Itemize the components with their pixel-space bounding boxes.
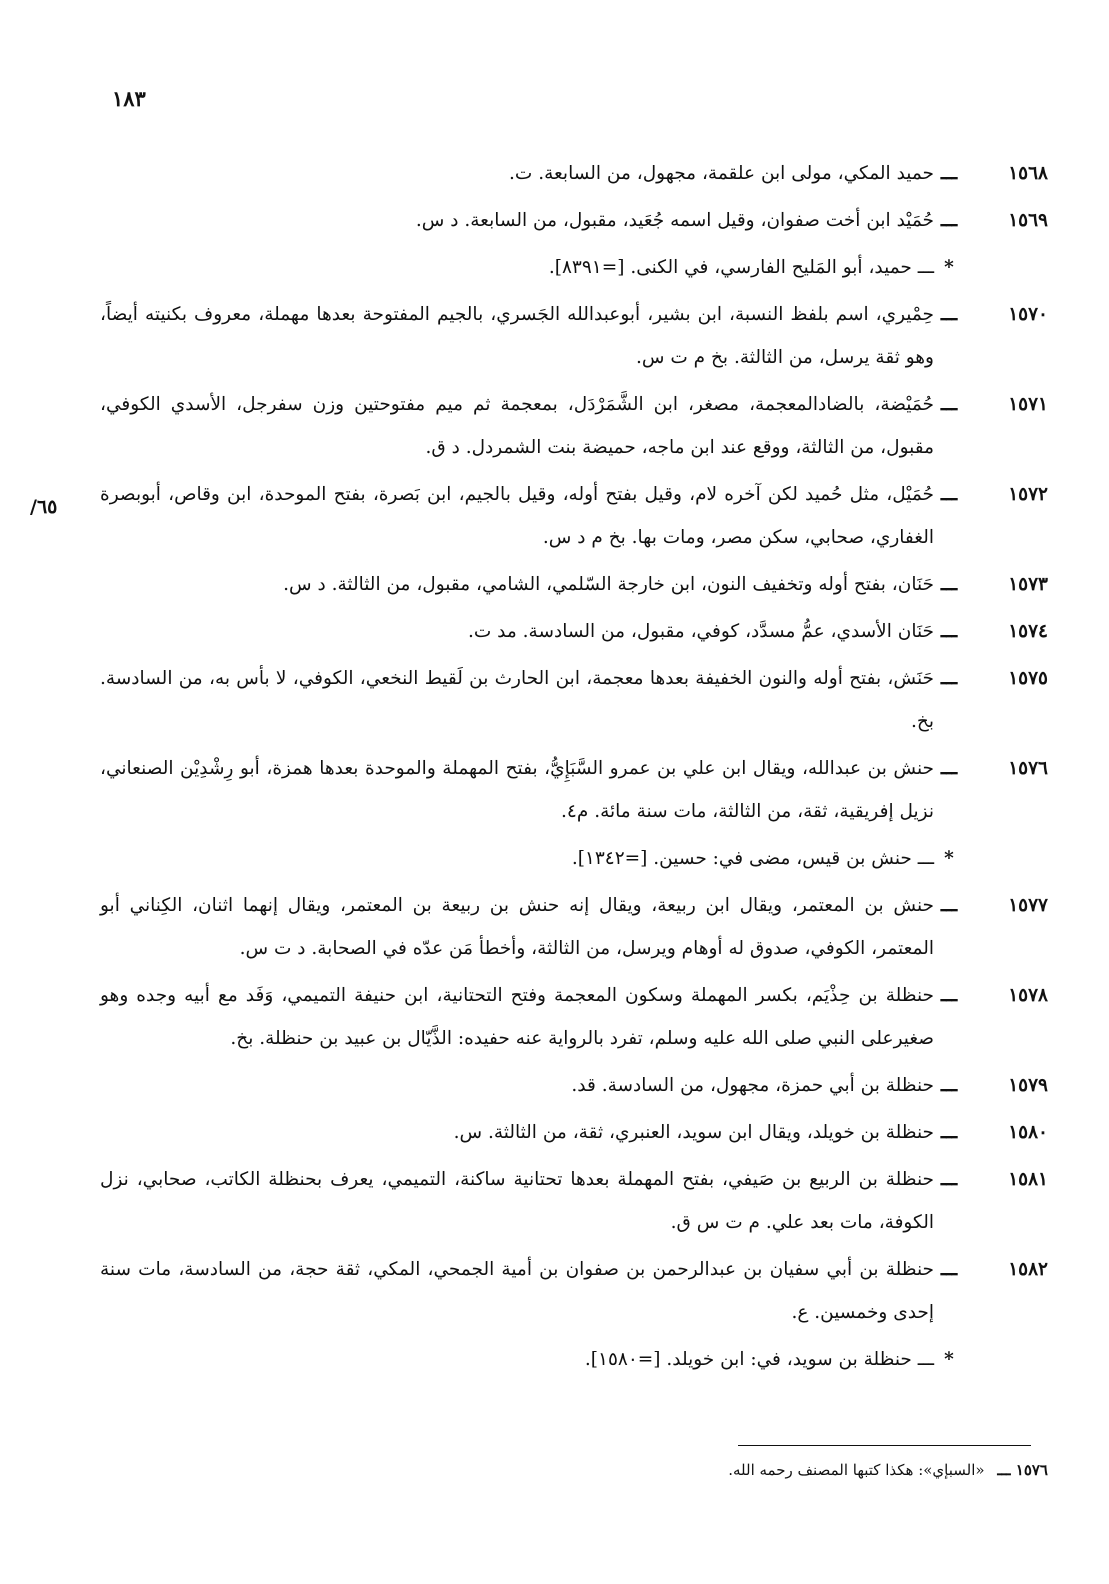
entry-text: حنظلة بن خويلد، ويقال ابن سويد، العنبري، ثقة، من الثالثة. س. bbox=[453, 1122, 934, 1143]
footnote bbox=[100, 1458, 1048, 1482]
entry-text: حُمَيْضة، بالضادالمعجمة، مصغر، ابن الشَّمَرْدَل، بمعجمة ثم ميم مفتوحتين وزن سفرجل، الأسدي الكوفي، مقبول، من الثالثة، ووقع عند ابن ماجه، حميضة بنت الشمردل. د ق. bbox=[100, 394, 934, 458]
entry-text: ـــ حنش بن قيس، مضى في: حسين. [=١٣٤٢]. bbox=[571, 848, 934, 869]
dash-marker: ـــ bbox=[940, 621, 958, 642]
entry-text: حُمَيْل، مثل حُميد لكن آخره لام، وقيل بفتح أوله، وقيل بالجيم، ابن بَصرة، بفتح الموحدة، ابن وقاص، أبوبصرة الغفاري، صحابي، سكن مصر، ومات بها. بخ م د س. bbox=[100, 484, 934, 548]
entry-text: حنظلة بن الربيع بن صَيفي، بفتح المهملة بعدها تحتانية ساكنة، التميمي، يعرف بحنظلة الكاتب، صحابي، نزل الكوفة، مات بعد علي. م ت س ق. bbox=[100, 1169, 934, 1233]
cross-reference-entry bbox=[100, 246, 1048, 289]
dash-marker: ـــ bbox=[940, 574, 958, 595]
footnote-text: «السبإي»: هكذا كتبها المصنف رحمه الله. bbox=[728, 1461, 985, 1479]
entry-number: ١٥٧٢ bbox=[1008, 484, 1048, 505]
entry-text: حميد المكي، مولى ابن علقمة، مجهول، من السابعة. ت. bbox=[509, 163, 934, 184]
dash-marker: ـــ bbox=[940, 758, 958, 779]
biography-entry bbox=[100, 199, 1048, 242]
entry-number: ١٥٨٠ bbox=[1008, 1122, 1048, 1143]
dash-marker: ـــ bbox=[940, 394, 958, 415]
entry-text: حَنَان، بفتح أوله وتخفيف النون، ابن خارجة السّلمي، الشامي، مقبول، من الثالثة. د س. bbox=[283, 574, 934, 595]
dash-marker: ـــ bbox=[940, 1259, 958, 1280]
dash-marker: ـــ bbox=[940, 1075, 958, 1096]
entry-text: حِمْيري، اسم بلفظ النسبة، ابن بشير، أبوعبدالله الجَسري، بالجيم المفتوحة بعدها مهملة، معروف بكنيته أيضاً، وهو ثقة يرسل، من الثالثة. بخ م ت س. bbox=[100, 304, 934, 368]
entry-text: حنش بن عبدالله، ويقال ابن علي بن عمرو السَّبَإِيُّ، بفتح المهملة والموحدة بعدها همزة، أبو رِشْدِيْن الصنعاني، نزيل إفريقية، ثقة، من الثالثة، مات سنة مائة. م٤. bbox=[100, 758, 934, 822]
entry-number: ١٥٨٢ bbox=[1008, 1259, 1048, 1280]
biography-entry bbox=[100, 293, 1048, 379]
biography-entry bbox=[100, 1111, 1048, 1154]
biography-entry bbox=[100, 383, 1048, 469]
dash-marker: ـــ bbox=[940, 668, 958, 689]
biography-entry bbox=[100, 610, 1048, 653]
asterisk-marker: * bbox=[944, 1349, 954, 1370]
biography-entry bbox=[100, 563, 1048, 606]
dash-marker: ـــ bbox=[940, 895, 958, 916]
asterisk-marker: * bbox=[944, 848, 954, 869]
entry-number: ١٥٧٣ bbox=[1008, 574, 1048, 595]
entry-number: ١٥٨١ bbox=[1008, 1169, 1048, 1190]
biography-entry bbox=[100, 1248, 1048, 1334]
cross-reference-entry bbox=[100, 1338, 1048, 1381]
entry-number: ١٥٧١ bbox=[1008, 394, 1048, 415]
dash-marker: ـــ bbox=[940, 163, 958, 184]
entry-number: ١٥٦٨ bbox=[1008, 163, 1048, 184]
entry-text: حنظلة بن أبي حمزة، مجهول، من السادسة. قد. bbox=[571, 1075, 934, 1096]
dash-marker: ـــ bbox=[940, 985, 958, 1006]
entry-text: حَنَان الأسدي، عمُّ مسدَّد، كوفي، مقبول، من السادسة. مد ت. bbox=[468, 621, 934, 642]
entry-text: ـــ حنظلة بن سويد، في: ابن خويلد. [=١٥٨٠]. bbox=[584, 1349, 934, 1370]
biography-entry bbox=[100, 1158, 1048, 1244]
entry-text: حَنَش، بفتح أوله والنون الخفيفة بعدها معجمة، ابن الحارث بن لَقيط النخعي، الكوفي، لا بأس به، من السادسة. بخ. bbox=[100, 668, 934, 732]
entry-number: ١٥٧٩ bbox=[1008, 1075, 1048, 1096]
dash-marker: ـــ bbox=[940, 304, 958, 325]
entry-number: ١٥٧٦ bbox=[1008, 758, 1048, 779]
entry-number: ١٥٧٤ bbox=[1008, 621, 1048, 642]
biography-entry bbox=[100, 657, 1048, 743]
entry-text: ـــ حميد، أبو المَليح الفارسي، في الكنى. [=٨٣٩١]. bbox=[548, 257, 934, 278]
entry-text: حُمَيْد ابن أخت صفوان، وقيل اسمه جُعَيد، مقبول، من السابعة. د س. bbox=[415, 210, 934, 231]
asterisk-marker: * bbox=[944, 257, 954, 278]
entry-number: ١٥٧٨ bbox=[1008, 985, 1048, 1006]
dash-marker: ـــ bbox=[940, 210, 958, 231]
entry-number: ١٥٧٧ bbox=[1008, 895, 1048, 916]
entry-number: ١٥٧٠ bbox=[1008, 304, 1048, 325]
biography-entry bbox=[100, 473, 1048, 559]
biography-entry bbox=[100, 974, 1048, 1060]
biography-entry bbox=[100, 884, 1048, 970]
entry-text: حنش بن المعتمر، ويقال ابن ربيعة، ويقال إنه حنش بن ربيعة بن المعتمر، ويقال إنهما اثنان، الكِناني أبو المعتمر، الكوفي، صدوق له أوهام ويرسل، من الثالثة، وأخطأ مَن عدّه في الصحابة. د ت س. bbox=[100, 895, 934, 959]
footnote-number: ١٥٧٦ ـــ bbox=[997, 1461, 1048, 1479]
page-number: ١٨٣ bbox=[112, 86, 146, 111]
dash-marker: ـــ bbox=[940, 1122, 958, 1143]
biography-entry bbox=[100, 152, 1048, 195]
footnote-divider bbox=[738, 1445, 1031, 1446]
entry-text: حنظلة بن حِذْيَم، بكسر المهملة وسكون المعجمة وفتح التحتانية، ابن حنيفة التميمي، وَفَد مع أبيه وجده وهو صغيرعلى النبي صلى الله عليه وسلم، تفرد بالرواية عنه حفيده: الذَّيّال بن عبيد بن حنظلة. بخ. bbox=[100, 985, 934, 1049]
entry-number: ١٥٧٥ bbox=[1008, 668, 1048, 689]
margin-reference: /٦٥ bbox=[30, 496, 58, 518]
entry-number: ١٥٦٩ bbox=[1008, 210, 1048, 231]
dash-marker: ـــ bbox=[940, 1169, 958, 1190]
entries-list bbox=[100, 152, 1048, 1385]
cross-reference-entry bbox=[100, 837, 1048, 880]
dash-marker: ـــ bbox=[940, 484, 958, 505]
biography-entry bbox=[100, 1064, 1048, 1107]
biography-entry bbox=[100, 747, 1048, 833]
entry-text: حنظلة بن أبي سفيان بن عبدالرحمن بن صفوان بن أمية الجمحي، المكي، ثقة حجة، من السادسة، مات سنة إحدى وخمسين. ع. bbox=[100, 1259, 934, 1323]
